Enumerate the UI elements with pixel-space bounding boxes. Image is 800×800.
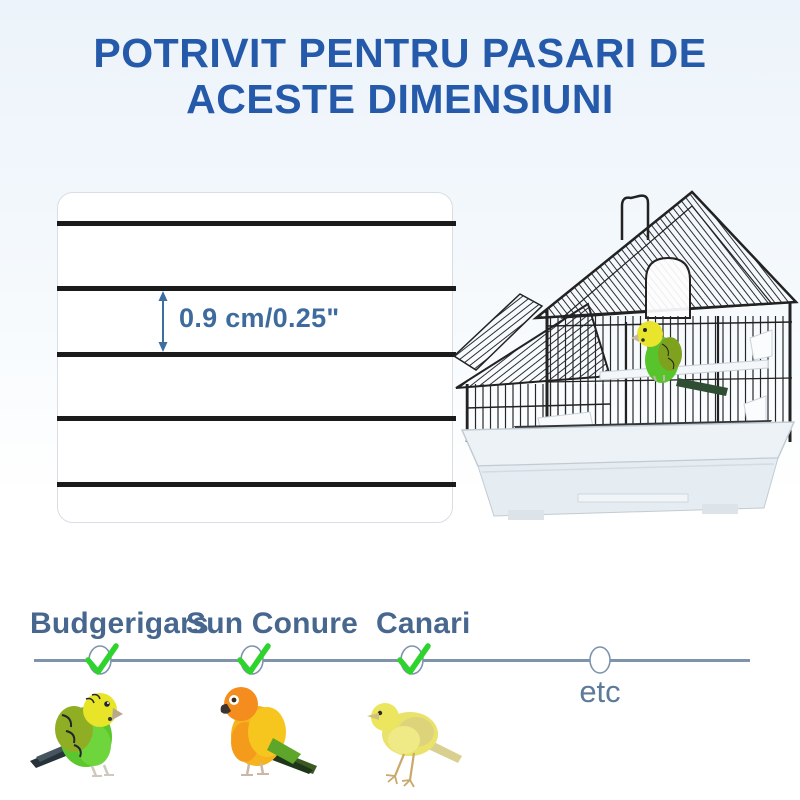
green-check-icon — [230, 638, 274, 682]
label-sun-conure: Sun Conure — [186, 607, 358, 640]
sun-conure-photo — [205, 678, 325, 783]
page-title — [0, 30, 800, 122]
page-title-line2: ACESTE DIMENSIUNI — [186, 76, 614, 122]
green-check-icon — [78, 638, 122, 682]
empty-circle-icon — [587, 644, 613, 676]
budgerigar-photo — [22, 683, 137, 783]
cage-bar-5 — [57, 482, 456, 487]
page-title-line1: POTRIVIT PENTRU PASARI DE — [93, 30, 707, 76]
cage-base-tray — [462, 422, 794, 520]
canary-photo — [358, 692, 473, 792]
vertical-double-arrow-icon — [155, 291, 171, 352]
cage-arch-door — [646, 258, 690, 318]
label-budgerigars: Budgerigars — [30, 607, 209, 640]
green-check-icon — [390, 638, 434, 682]
label-canari: Canari — [376, 607, 471, 640]
label-etc: etc — [579, 674, 621, 709]
cage-bar-3 — [57, 352, 456, 357]
house-shaped-bird-cage-illustration — [450, 176, 800, 531]
bar-spacing-panel — [57, 192, 453, 523]
cage-bar-4 — [57, 416, 456, 421]
cage-bar-2 — [57, 286, 456, 291]
bar-spacing-measurement: 0.9 cm/0.25" — [179, 303, 340, 333]
cage-bar-1 — [57, 221, 456, 226]
